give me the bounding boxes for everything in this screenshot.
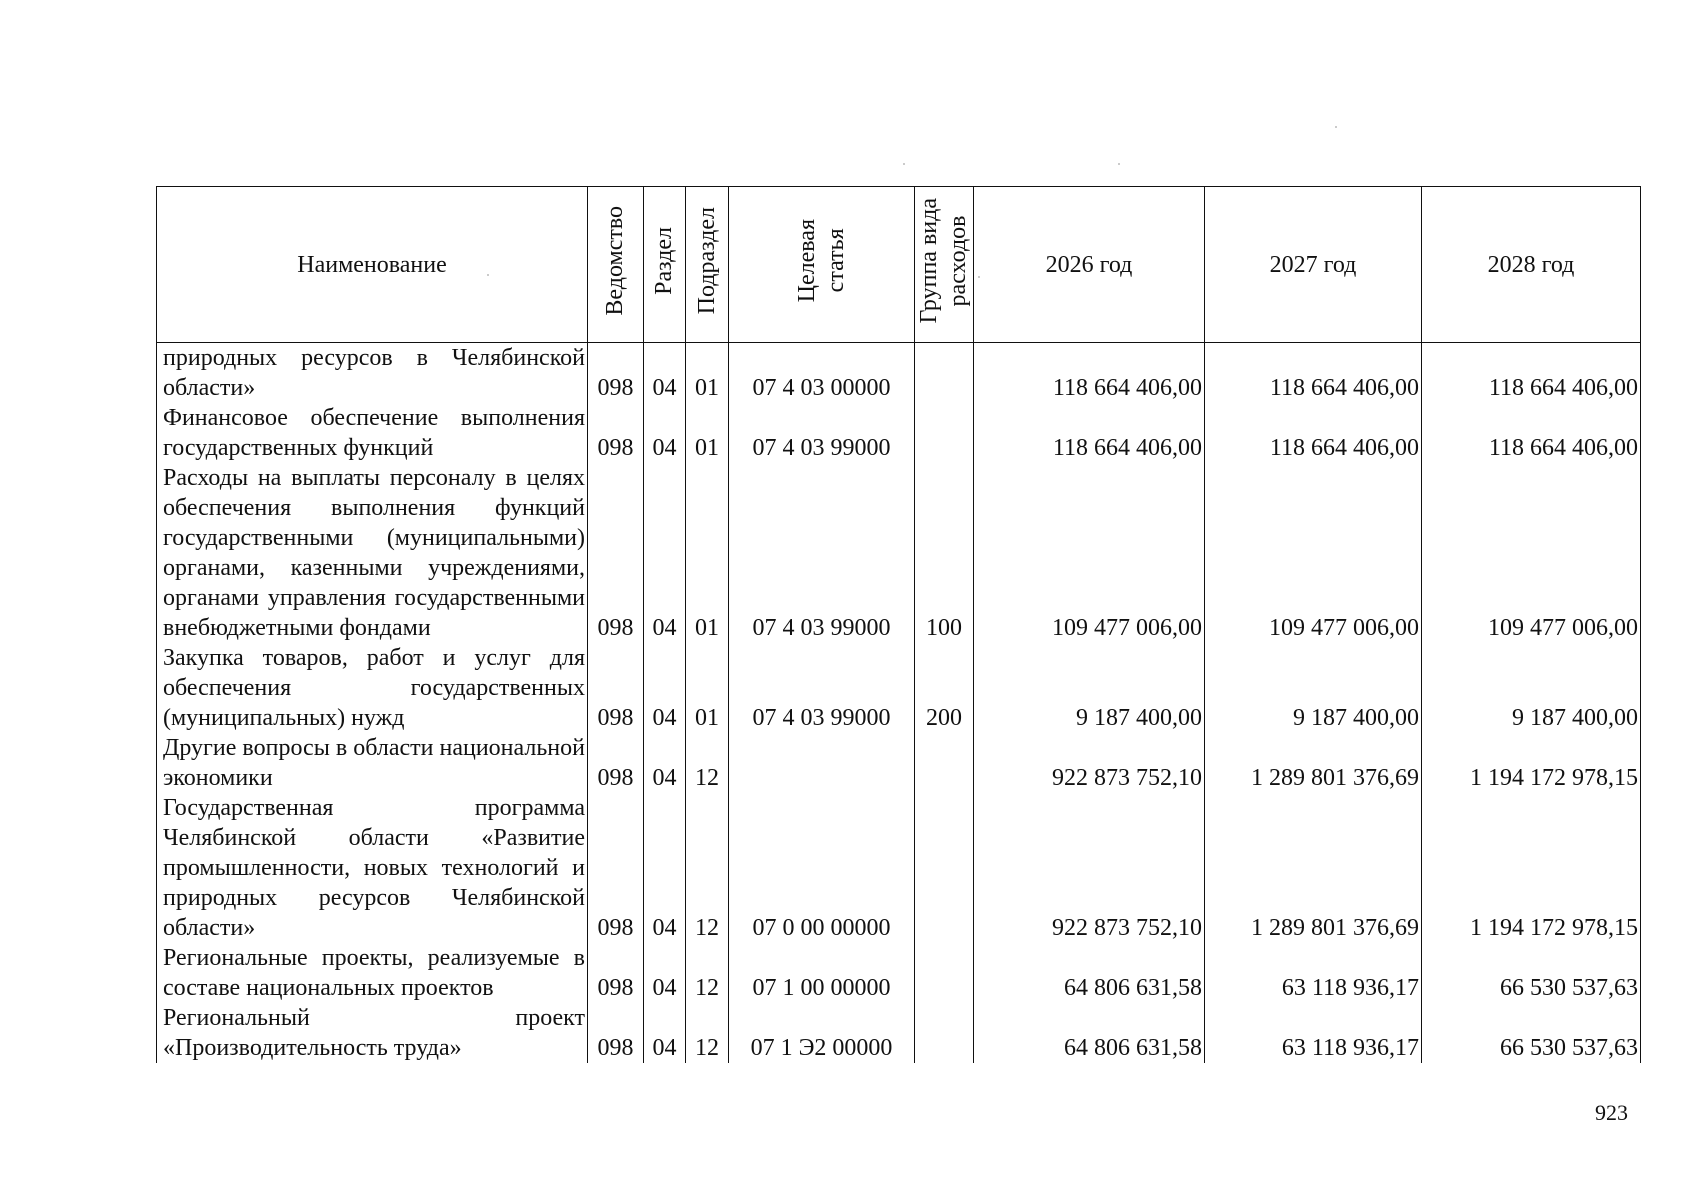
header-section: Раздел bbox=[644, 187, 686, 343]
row-amount-2027: 63 118 936,17 bbox=[1205, 943, 1422, 1003]
scan-speck bbox=[1335, 126, 1337, 128]
row-target-article: 07 4 03 99000 bbox=[729, 463, 915, 643]
row-department: 098 bbox=[588, 733, 644, 793]
row-amount-2027: 63 118 936,17 bbox=[1205, 1003, 1422, 1063]
row-target-article: 07 0 00 00000 bbox=[729, 793, 915, 943]
row-department: 098 bbox=[588, 943, 644, 1003]
row-section: 04 bbox=[644, 793, 686, 943]
row-name: Региональный проект «Производительность труда» bbox=[157, 1003, 588, 1063]
scan-speck bbox=[487, 274, 489, 276]
page-number: 923 bbox=[1595, 1100, 1628, 1125]
row-subsection: 12 bbox=[686, 793, 729, 943]
row-amount-2028: 9 187 400,00 bbox=[1422, 643, 1641, 733]
row-expense-group bbox=[915, 343, 974, 404]
table-row bbox=[157, 403, 1641, 463]
row-target-article: 07 4 03 00000 bbox=[729, 343, 915, 404]
row-section: 04 bbox=[644, 943, 686, 1003]
header-year-2028: 2028 год bbox=[1422, 187, 1641, 343]
row-amount-2027: 118 664 406,00 bbox=[1205, 403, 1422, 463]
row-department: 098 bbox=[588, 343, 644, 404]
row-subsection: 01 bbox=[686, 463, 729, 643]
row-subsection: 01 bbox=[686, 643, 729, 733]
table-row bbox=[157, 463, 1641, 643]
row-name: Другие вопросы в области национальной экономики bbox=[157, 733, 588, 793]
row-amount-2026: 109 477 006,00 bbox=[974, 463, 1205, 643]
row-subsection: 12 bbox=[686, 943, 729, 1003]
row-amount-2026: 118 664 406,00 bbox=[974, 343, 1205, 404]
header-subsection: Подраздел bbox=[686, 187, 729, 343]
row-section: 04 bbox=[644, 643, 686, 733]
row-target-article: 07 1 00 00000 bbox=[729, 943, 915, 1003]
row-name: Финансовое обеспечение выполнения государственных функций bbox=[157, 403, 588, 463]
row-expense-group bbox=[915, 403, 974, 463]
row-amount-2027: 1 289 801 376,69 bbox=[1205, 733, 1422, 793]
row-expense-group bbox=[915, 1003, 974, 1063]
row-section: 04 bbox=[644, 1003, 686, 1063]
row-section: 04 bbox=[644, 343, 686, 404]
row-department: 098 bbox=[588, 1003, 644, 1063]
header-name: Наименование bbox=[157, 187, 588, 343]
row-section: 04 bbox=[644, 403, 686, 463]
row-target-article bbox=[729, 733, 915, 793]
row-name: природных ресурсов в Челябинской области» bbox=[157, 343, 588, 404]
row-department: 098 bbox=[588, 793, 644, 943]
budget-table bbox=[156, 186, 1641, 1063]
row-expense-group: 200 bbox=[915, 643, 974, 733]
table-row bbox=[157, 793, 1641, 943]
row-target-article: 07 4 03 99000 bbox=[729, 643, 915, 733]
row-subsection: 12 bbox=[686, 733, 729, 793]
header-department: Ведомство bbox=[588, 187, 644, 343]
row-subsection: 12 bbox=[686, 1003, 729, 1063]
row-amount-2026: 922 873 752,10 bbox=[974, 733, 1205, 793]
row-target-article: 07 1 Э2 00000 bbox=[729, 1003, 915, 1063]
header-row bbox=[157, 187, 1641, 343]
row-name: Государственная программа Челябинской области «Развитие промышленности, новых технологий и природных ресурсов Челябинской области» bbox=[157, 793, 588, 943]
row-name: Региональные проекты, реализуемые в составе национальных проектов bbox=[157, 943, 588, 1003]
row-amount-2028: 109 477 006,00 bbox=[1422, 463, 1641, 643]
header-expense-group: Группа вида расходов bbox=[915, 187, 974, 343]
table-row bbox=[157, 643, 1641, 733]
row-name: Закупка товаров, работ и услуг для обеспечения государственных (муниципальных) нужд bbox=[157, 643, 588, 733]
row-department: 098 bbox=[588, 403, 644, 463]
row-name: Расходы на выплаты персоналу в целях обеспечения выполнения функций государственными (муниципальными) органами, казенными учреждениями, органами управления государственными внебюджетными фондами bbox=[157, 463, 588, 643]
row-target-article: 07 4 03 99000 bbox=[729, 403, 915, 463]
row-section: 04 bbox=[644, 733, 686, 793]
scan-speck bbox=[978, 276, 980, 278]
row-amount-2027: 118 664 406,00 bbox=[1205, 343, 1422, 404]
row-subsection: 01 bbox=[686, 343, 729, 404]
header-year-2026: 2026 год bbox=[974, 187, 1205, 343]
row-amount-2028: 118 664 406,00 bbox=[1422, 403, 1641, 463]
header-year-2027: 2027 год bbox=[1205, 187, 1422, 343]
scan-speck bbox=[903, 163, 905, 165]
row-amount-2027: 109 477 006,00 bbox=[1205, 463, 1422, 643]
row-department: 098 bbox=[588, 643, 644, 733]
row-subsection: 01 bbox=[686, 403, 729, 463]
row-amount-2026: 9 187 400,00 bbox=[974, 643, 1205, 733]
row-amount-2026: 64 806 631,58 bbox=[974, 1003, 1205, 1063]
table-row bbox=[157, 1003, 1641, 1063]
row-amount-2028: 1 194 172 978,15 bbox=[1422, 793, 1641, 943]
table-row bbox=[157, 733, 1641, 793]
row-expense-group bbox=[915, 943, 974, 1003]
header-target-article: Целевая статья bbox=[729, 187, 915, 343]
row-expense-group bbox=[915, 793, 974, 943]
row-amount-2026: 922 873 752,10 bbox=[974, 793, 1205, 943]
row-amount-2028: 66 530 537,63 bbox=[1422, 1003, 1641, 1063]
row-amount-2027: 1 289 801 376,69 bbox=[1205, 793, 1422, 943]
row-expense-group: 100 bbox=[915, 463, 974, 643]
row-amount-2028: 1 194 172 978,15 bbox=[1422, 733, 1641, 793]
row-amount-2026: 118 664 406,00 bbox=[974, 403, 1205, 463]
row-expense-group bbox=[915, 733, 974, 793]
row-amount-2026: 64 806 631,58 bbox=[974, 943, 1205, 1003]
row-amount-2028: 66 530 537,63 bbox=[1422, 943, 1641, 1003]
row-section: 04 bbox=[644, 463, 686, 643]
row-amount-2028: 118 664 406,00 bbox=[1422, 343, 1641, 404]
scan-speck bbox=[1118, 163, 1120, 165]
table-row bbox=[157, 943, 1641, 1003]
table-row bbox=[157, 343, 1641, 404]
row-department: 098 bbox=[588, 463, 644, 643]
row-amount-2027: 9 187 400,00 bbox=[1205, 643, 1422, 733]
